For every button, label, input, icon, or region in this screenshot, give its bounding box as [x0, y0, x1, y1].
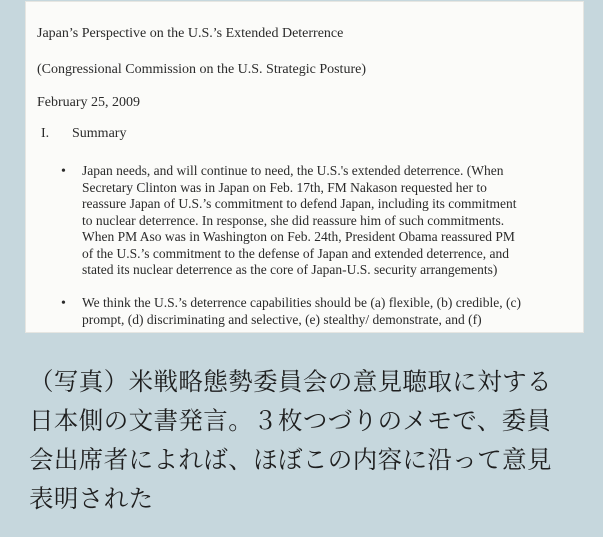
bullet-mark: •	[61, 164, 66, 179]
paragraph-line: reassure Japan of U.S.’s commitment to defend Japan, including its commitment	[82, 196, 517, 211]
caption-line: 表明された	[29, 484, 154, 513]
document-subtitle: (Congressional Commission on the U.S. Strategic Posture)	[37, 62, 366, 77]
paragraph-line: prompt, (d) discriminating and selective, (e) stealthy/ demonstrate, and (f)	[82, 311, 482, 327]
paragraph-line: Secretary Clinton was in Japan on Feb. 17th, FM Nakason requested her to	[82, 179, 487, 195]
section-number: I.	[41, 126, 50, 141]
bullet-mark: •	[61, 296, 66, 311]
caption-line: 会出席者によれば、ほぼこの内容に沿って意見	[29, 445, 552, 474]
document-date: February 25, 2009	[37, 95, 141, 110]
paragraph-line: of the U.S.’s commitment to the defense of Japan and extended deterrence, and	[82, 245, 509, 261]
paragraph-line: When PM Aso was in Washington on Feb. 24th, President Obama reassured PM	[82, 229, 515, 244]
document-title: Japan’s Perspective on the U.S.’s Extended Deterrence	[37, 26, 344, 41]
paragraph-line: We think the U.S.’s deterrence capabilities should be (a) flexible, (b) credible, (c)	[82, 295, 521, 310]
bullet-paragraph	[82, 162, 517, 278]
caption-line: （写真）米戦略態勢委員会の意見聴取に対する	[29, 367, 552, 396]
section-title: Summary	[72, 126, 127, 141]
caption-line: 日本側の文書発言。３枚つづりのメモで、委員	[29, 406, 552, 435]
bullet-paragraph	[82, 294, 521, 327]
paragraph-line: to nuclear deterrence. In response, she did reassure him of such commitments.	[82, 212, 505, 228]
paragraph-line: stated its nuclear deterrence as the core of Japan-U.S. security arrangements)	[82, 262, 498, 277]
photo-caption	[29, 362, 589, 518]
document-photo	[25, 1, 584, 333]
paragraph-line: Japan needs, and will continue to need, the U.S.'s extended deterrence. (When	[82, 163, 504, 178]
